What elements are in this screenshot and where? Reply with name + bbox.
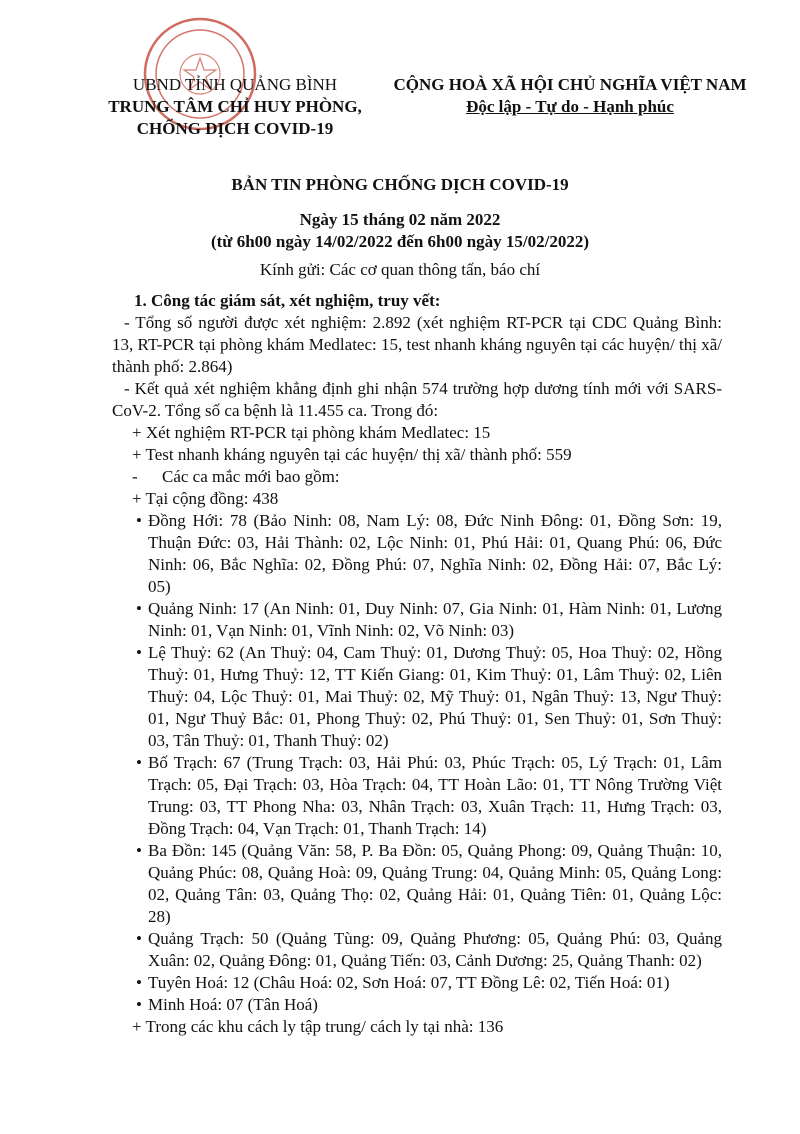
region-item: • Bố Trạch: 67 (Trung Trạch: 03, Hải Phú: 03, Phúc Trạch: 05, Lý Trạch: 01, Lâm Trạch: 05, Đại Trạch: 03, Hòa Trạch: 04, TT Hoàn Lão: 01, TT Nông Trường Việt Trung: 03, TT Phong Nha: 03, Nhân Trạch: 03, Xuân Trạch: 11, Hưng Trạch: 03, Đồng Trạch: 04, Vạn Trạch: 01, Thanh Trạch: 14) — [148, 752, 722, 840]
region-item: • Lệ Thuỷ: 62 (An Thuỷ: 04, Cam Thuỷ: 01, Dương Thuỷ: 05, Hoa Thuỷ: 02, Hồng Thuỷ: 01, Hưng Thuỷ: 12, TT Kiến Giang: 01, Kim Thuỷ: 01, Lâm Thuỷ: 02, Liên Thuỷ: 04, Lộc Thuỷ: 01, Mai Thuỷ: 02, Mỹ Thuỷ: 01, Ngân Thuỷ: 13, Ngư Thuỷ: 01, Ngư Thuỷ Bắc: 01, Phong Thuỷ: 02, Phú Thuỷ: 01, Sen Thuỷ: 01, Sơn Thuỷ: 03, Tân Thuỷ: 01, Thanh Thuỷ: 02) — [148, 642, 722, 752]
quarantine-cases-line: + Trong các khu cách ly tập trung/ cách ly tại nhà: 136 — [132, 1017, 504, 1036]
positive-result-paragraph: - Kết quả xét nghiệm khẳng định ghi nhận 574 trường hợp dương tính mới với SARS-CoV-2. Tổng số ca bệnh là 11.455 ca. Trong đó: — [112, 379, 722, 420]
section-heading: 1. Công tác giám sát, xét nghiệm, truy vết: — [134, 291, 441, 310]
agency-header — [90, 74, 380, 140]
dash-mark: - — [132, 467, 138, 486]
new-cases-intro-text: Các ca mắc mới bao gồm: — [162, 467, 340, 486]
agency-name-line2: CHỐNG DỊCH COVID-19 — [136, 119, 334, 138]
national-title: CỘNG HOÀ XÃ HỘI CHỦ NGHĨA VIỆT NAM — [393, 75, 747, 94]
national-header — [380, 74, 760, 118]
region-item: • Quảng Ninh: 17 (An Ninh: 01, Duy Ninh: 07, Gia Ninh: 01, Hàm Ninh: 01, Lương Ninh: 01, Vạn Ninh: 01, Vĩnh Ninh: 02, Võ Ninh: 03) — [148, 598, 722, 642]
agency-name-line1: TRUNG TÂM CHỈ HUY PHÒNG, — [108, 97, 362, 116]
province-committee: UBND TỈNH QUẢNG BÌNH — [132, 75, 338, 94]
new-cases-intro — [112, 466, 722, 488]
region-item: • Ba Đồn: 145 (Quảng Văn: 58, P. Ba Đồn: 05, Quảng Phong: 09, Quảng Thuận: 10, Quảng Phúc: 08, Quảng Hoà: 09, Quảng Trung: 04, Quảng Minh: 05, Quảng Long: 02, Quảng Tân: 03, Quảng Thọ: 02, Quảng Hải: 01, Quảng Tiên: 01, Quảng Lộc: 28) — [148, 840, 722, 928]
bulletin-body — [112, 290, 722, 1038]
national-motto-text: Độc lập - Tự do - Hạnh phúc — [466, 97, 674, 116]
community-cases-line: + Tại cộng đồng: 438 — [132, 489, 279, 508]
region-item: • Minh Hoá: 07 (Tân Hoá) — [148, 994, 722, 1016]
bulletin-time-range: (từ 6h00 ngày 14/02/2022 đến 6h00 ngày 15/02/2022) — [210, 232, 590, 251]
national-motto — [380, 96, 760, 118]
region-item: • Tuyên Hoá: 12 (Châu Hoá: 02, Sơn Hoá: 07, TT Đồng Lê: 02, Tiến Hoá: 01) — [148, 972, 722, 994]
bulletin-title: BẢN TIN PHÒNG CHỐNG DỊCH COVID-19 — [231, 175, 569, 194]
region-item: • Đồng Hới: 78 (Bảo Ninh: 08, Nam Lý: 08, Đức Ninh Đông: 01, Đồng Sơn: 19, Thuận Đức: 03, Hải Thành: 02, Lộc Ninh: 01, Phú Hải: 01, Quang Phú: 06, Đức Ninh: 06, Bắc Nghĩa: 02, Đồng Phú: 07, Nghĩa Ninh: 02, Đồng Hải: 07, Bắc Lý: 05) — [148, 510, 722, 598]
medlatec-pcr-line: + Xét nghiệm RT-PCR tại phòng khám Medlatec: 15 — [132, 423, 491, 442]
tested-count-paragraph: - Tổng số người được xét nghiệm: 2.892 (xét nghiệm RT-PCR tại CDC Quảng Bình: 13, RT-PCR tại phòng khám Medlatec: 15, test nhanh kháng nguyên tại các huyện/ thị xã/ thành phố: 2.864) — [112, 313, 722, 376]
region-list — [112, 510, 722, 1016]
recipient-line: Kính gửi: Các cơ quan thông tấn, báo chí — [259, 260, 541, 279]
region-item: • Quảng Trạch: 50 (Quảng Tùng: 09, Quảng Phương: 05, Quảng Phú: 03, Quảng Xuân: 02, Quảng Đông: 01, Quảng Tiến: 03, Cảnh Dương: 25, Quảng Thanh: 02) — [148, 928, 722, 972]
bulletin-date: Ngày 15 tháng 02 năm 2022 — [299, 210, 501, 229]
rapid-test-line: + Test nhanh kháng nguyên tại các huyện/ thị xã/ thành phố: 559 — [132, 445, 572, 464]
